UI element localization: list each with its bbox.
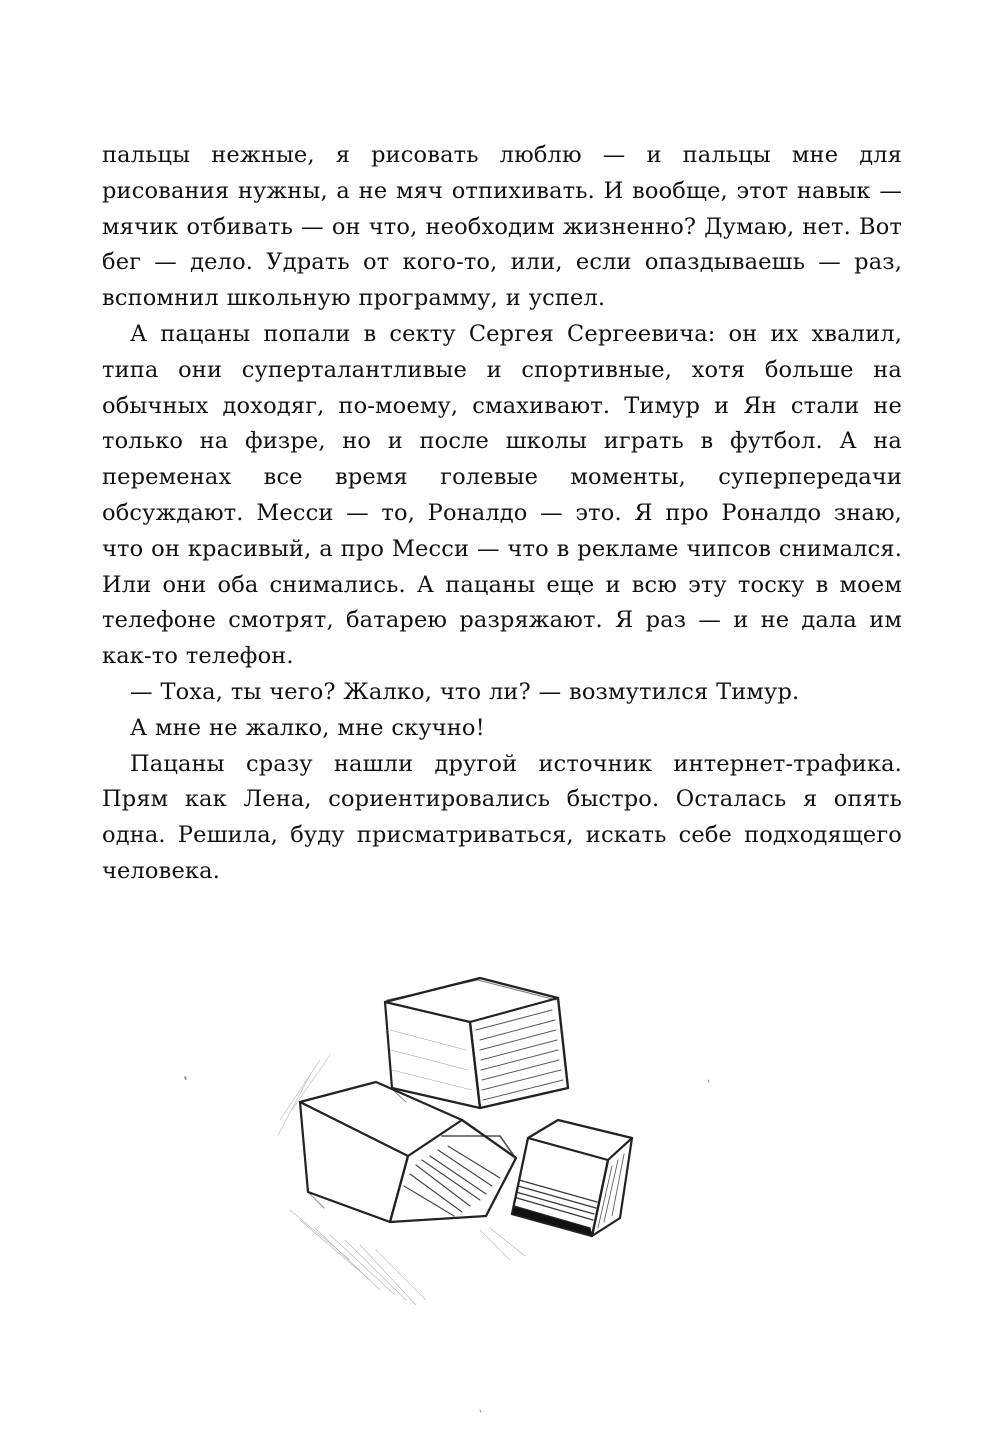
stray-mark xyxy=(185,1077,186,1079)
top-cube xyxy=(385,978,568,1108)
paragraph-4: А мне не жалко, мне скучно! xyxy=(130,714,485,741)
paragraph-1: пальцы нежные, я рисовать люблю — и пальцы мне для рисования нужны, а не мяч отпихивать. И вообще, этот навык — мячик отбивать — он что, необходим жизненно? Думаю, нет. Вот бег — дело. Удрать от кого-то, или, если опаздываешь — раз, вспомнил школьную программу, и успел. xyxy=(102,142,902,312)
cubes-drawing xyxy=(180,960,760,1420)
stray-mark xyxy=(708,1080,709,1082)
paragraph-2: А пацаны попали в секту Сергея Сергеевича: он их хвалил, типа они суперталантливые и спортивные, хотя больше на обычных доходяг, по-моему, смахивают. Тимур и Ян стали не только на физре, но и после школы играть в футбол. А на переменах все время голевые моменты, суперпередачи обсуждают. Месси — то, Роналдо — это. Я про Роналдо знаю, что он красивый, а про Месси — что в рекламе чипсов снимался. Или они оба снимались. А пацаны еще и всю эту тоску в моем телефоне смотрят, батарею разряжают. Я раз — и не дала им как-то телефон. xyxy=(102,320,902,670)
pencil-sketch-cubes-icon xyxy=(180,960,760,1420)
stray-mark xyxy=(480,1410,481,1412)
body-text xyxy=(102,138,902,890)
right-cube xyxy=(512,1120,632,1236)
paragraph-3-dialogue: — Тоха, ты чего? Жалко, что ли? — возмутился Тимур. xyxy=(130,678,800,705)
paragraph-5: Пацаны сразу нашли другой источник интернет-трафика. Прям как Лена, сориентировались быстро. Осталась я опять одна. Решила, буду присматриваться, искать себе подходящего человека. xyxy=(102,750,902,884)
left-cube xyxy=(300,1082,516,1222)
